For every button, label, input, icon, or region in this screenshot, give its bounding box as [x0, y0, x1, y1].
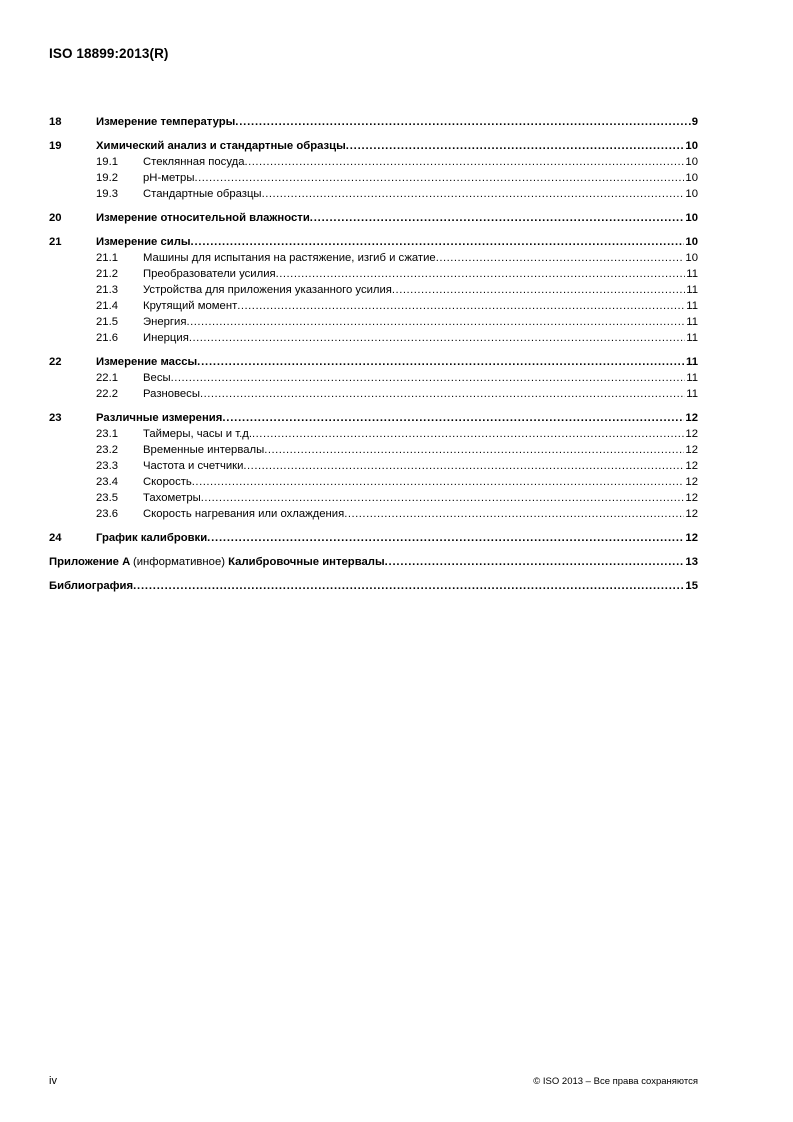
toc-entry-19[interactable]: [49, 138, 698, 154]
toc-entry-title: Энергия: [143, 316, 187, 328]
table-of-contents: [49, 114, 698, 594]
toc-entry-page: 10: [685, 188, 698, 200]
annex-qualifier: (информативное): [132, 556, 225, 568]
toc-entry-number: 22.1: [96, 372, 118, 384]
toc-entry-page: 12: [685, 412, 698, 424]
toc-entry-title: pH-метры: [143, 172, 195, 184]
toc-entry-title: Тахометры: [143, 492, 201, 504]
dot-leader: [346, 138, 685, 154]
dot-leader: [235, 114, 690, 130]
toc-entry-title: Химический анализ и стандартные образцы: [96, 140, 346, 152]
dot-leader: [243, 458, 684, 474]
dot-leader: [197, 354, 685, 370]
toc-entry-title: Преобразователи усилия: [143, 268, 276, 280]
toc-subentry-22-2[interactable]: [49, 386, 698, 402]
annex-title: Калибровочные интервалы: [228, 556, 385, 568]
toc-entry-title: Разновесы: [143, 388, 200, 400]
annex-label: Приложение A: [49, 556, 130, 568]
toc-entry-title: Весы: [143, 372, 171, 384]
toc-entry-18[interactable]: [49, 114, 698, 130]
toc-entry-title: Устройства для приложения указанного усилия: [143, 284, 392, 296]
dot-leader: [207, 530, 684, 546]
toc-subentry-19-1[interactable]: [49, 154, 698, 170]
dot-leader: [385, 554, 685, 570]
toc-entry-page: 15: [685, 580, 698, 592]
toc-entry-number: 21.1: [96, 252, 118, 264]
toc-entry-title: График калибровки: [96, 532, 208, 544]
copyright-notice: © ISO 2013 – Все права сохраняются: [533, 1076, 698, 1087]
toc-entry-page: 11: [686, 316, 698, 328]
toc-entry-number: 20: [49, 212, 62, 224]
toc-subentry-21-6[interactable]: [49, 330, 698, 346]
dot-leader: [200, 386, 685, 402]
dot-leader: [186, 314, 685, 330]
toc-entry-22[interactable]: [49, 354, 698, 370]
toc-entry-page: 11: [686, 332, 698, 344]
toc-entry-title: Частота и счетчики: [143, 460, 244, 472]
toc-entry-number: 19: [49, 140, 62, 152]
toc-annex-title: [49, 554, 385, 570]
toc-entry-number: 23.6: [96, 508, 118, 520]
toc-entry-title: Машины для испытания на растяжение, изгиб и сжатие: [143, 252, 436, 264]
toc-entry-title: Инерция: [143, 332, 189, 344]
toc-entry-page: 12: [685, 532, 698, 544]
toc-entry-page: 11: [686, 284, 698, 296]
toc-entry-number: 21: [49, 236, 62, 248]
document-id-header: ISO 18899:2013(R): [49, 46, 169, 61]
toc-subentry-23-3[interactable]: [49, 458, 698, 474]
toc-entry-page: 11: [686, 372, 698, 384]
toc-subentry-23-2[interactable]: [49, 442, 698, 458]
dot-leader: [237, 298, 685, 314]
toc-entry-23[interactable]: [49, 410, 698, 426]
toc-entry-number: 19.2: [96, 172, 118, 184]
toc-entry-title: Скорость нагревания или охлаждения: [143, 508, 345, 520]
toc-entry-number: 18: [49, 116, 62, 128]
dot-leader: [436, 250, 685, 266]
toc-entry-24[interactable]: [49, 530, 698, 546]
toc-entry-bibliography[interactable]: [49, 578, 698, 594]
toc-subentry-23-1[interactable]: [49, 426, 698, 442]
toc-entry-title: Измерение относительной влажности: [96, 212, 310, 224]
toc-entry-title: Стеклянная посуда: [143, 156, 245, 168]
toc-entry-number: 23.5: [96, 492, 118, 504]
dot-leader: [264, 442, 684, 458]
toc-entry-number: 23.4: [96, 476, 118, 488]
toc-entry-title: Различные измерения: [96, 412, 223, 424]
toc-entry-page: 12: [685, 476, 698, 488]
toc-entry-number: 22: [49, 356, 62, 368]
toc-subentry-23-4[interactable]: [49, 474, 698, 490]
toc-entry-page: 12: [685, 492, 698, 504]
toc-subentry-19-2[interactable]: [49, 170, 698, 186]
toc-entry-20[interactable]: [49, 210, 698, 226]
toc-entry-title: Стандартные образцы: [143, 188, 262, 200]
toc-entry-page: 10: [685, 140, 698, 152]
toc-entry-page: 12: [685, 428, 698, 440]
toc-subentry-19-3[interactable]: [49, 186, 698, 202]
toc-entry-number: 21.2: [96, 268, 118, 280]
toc-entry-page: 12: [685, 508, 698, 520]
toc-entry-title: Временные интервалы: [143, 444, 265, 456]
toc-subentry-21-3[interactable]: [49, 282, 698, 298]
dot-leader: [252, 426, 684, 442]
toc-entry-number: 23.2: [96, 444, 118, 456]
toc-entry-title: Крутящий момент: [143, 300, 238, 312]
dot-leader: [192, 474, 685, 490]
dot-leader: [310, 210, 685, 226]
toc-entry-page: 13: [685, 556, 698, 568]
dot-leader: [189, 330, 685, 346]
dot-leader: [262, 186, 685, 202]
toc-entry-number: 22.2: [96, 388, 118, 400]
toc-entry-21[interactable]: [49, 234, 698, 250]
dot-leader: [201, 490, 685, 506]
toc-subentry-21-2[interactable]: [49, 266, 698, 282]
page-number: iv: [49, 1075, 57, 1087]
dot-leader: [276, 266, 686, 282]
toc-entry-page: 12: [685, 444, 698, 456]
dot-leader: [222, 410, 684, 426]
dot-leader: [344, 506, 684, 522]
dot-leader: [133, 578, 684, 594]
toc-entry-page: 10: [685, 236, 698, 248]
toc-subentry-23-6[interactable]: [49, 506, 698, 522]
toc-entry-number: 21.6: [96, 332, 118, 344]
toc-entry-number: 23.1: [96, 428, 118, 440]
toc-entry-page: 10: [685, 212, 698, 224]
toc-entry-page: 9: [691, 116, 698, 128]
dot-leader: [194, 170, 684, 186]
toc-entry-number: 19.1: [96, 156, 118, 168]
toc-subentry-21-4[interactable]: [49, 298, 698, 314]
toc-entry-page: 11: [686, 388, 698, 400]
toc-entry-page: 11: [686, 268, 698, 280]
dot-leader: [392, 282, 685, 298]
toc-entry-title: Библиография: [49, 580, 134, 592]
toc-entry-page: 11: [686, 356, 698, 368]
toc-entry-title: Измерение массы: [96, 356, 198, 368]
toc-entry-title: Измерение силы: [96, 236, 191, 248]
toc-entry-page: 10: [685, 172, 698, 184]
toc-entry-title: Таймеры, часы и т.д.: [143, 428, 253, 440]
toc-entry-number: 23.3: [96, 460, 118, 472]
toc-entry-page: 11: [686, 300, 698, 312]
dot-leader: [171, 370, 686, 386]
toc-entry-annex-a[interactable]: [49, 554, 698, 570]
toc-entry-title: Скорость: [143, 476, 192, 488]
toc-entry-page: 12: [685, 460, 698, 472]
toc-subentry-23-5[interactable]: [49, 490, 698, 506]
toc-subentry-22-1[interactable]: [49, 370, 698, 386]
toc-entry-page: 10: [685, 252, 698, 264]
toc-entry-title: Измерение температуры: [96, 116, 236, 128]
toc-subentry-21-1[interactable]: [49, 250, 698, 266]
toc-entry-number: 24: [49, 532, 62, 544]
toc-subentry-21-5[interactable]: [49, 314, 698, 330]
toc-entry-number: 21.3: [96, 284, 118, 296]
toc-entry-number: 23: [49, 412, 62, 424]
toc-entry-number: 21.4: [96, 300, 118, 312]
dot-leader: [244, 154, 684, 170]
toc-entry-number: 21.5: [96, 316, 118, 328]
toc-entry-number: 19.3: [96, 188, 118, 200]
toc-entry-page: 10: [685, 156, 698, 168]
dot-leader: [191, 234, 685, 250]
